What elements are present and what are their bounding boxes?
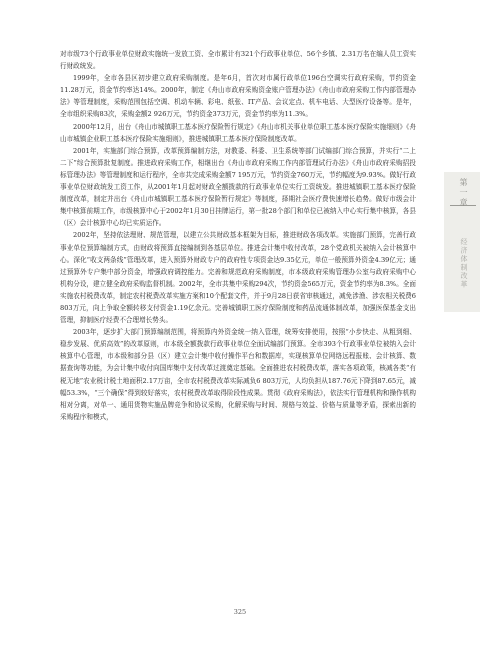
body-text xyxy=(60,48,416,423)
paragraph: 2001年，实施部门综合预算，改革预算编制方法，对教委、科委、卫生系统等部门试编部门综合预算，并实行“二上二下”综合预算批复制度。推进政府采购工作，相继出台《舟山市政府采购工作内部管理试行办法》《舟山市政府采购招投标管理办法》等管理制度和运行程序，全市共完成采购金额7 195万元，节约资金760万元，节约幅度为9.93%。做好行政事业单位财政统发工资工作，从2001年1月起对财政全额拨款的行政事业单位实行工资统发。推进城镇职工基本医疗保险制度改革，制定并出台《舟山市城镇职工基本医疗保险暂行规定》等制度，择期社会医疗费快速增长趋势。做好市级会计集中核算前期工作，市级核算中心于2002年1月30日挂牌运行，第一批28个部门和单位已被纳入中心实行集中核算，各县（区）会计核算中心均已实质运作。 xyxy=(60,146,416,228)
paragraph: 2002年，坚持依法理财、规范管理，以建立公共财政基本框架为目标，推进财政各项改革。实施部门预算，完善行政事业单位预算编制方式，由财政将预算直接编制到各基层单位。推进会计集中收付改革，28个党政机关被纳入会计核算中心。深化“收支两条线”管理改革，进入预算外财政专户的政府性专项资金达9.35亿元，单位一般预算外资金4.39亿元；通过预算外专户集中部分资金，增强政府调控能力。完善和规范政府采购制度，市本级政府采购管理办公室与政府采购中心机构分设，建立健全政府采购监督机制。2002年，全市共集中采购294次，节约资金565万元，资金节约率为8.3%。全面实施农村税费改革，制定农村税费改革实施方案和10个配套文件，并于9月28日获省审核通过，减免涉渔、涉农相关税费6 803万元，向上争取全额转移支付资金1.19亿余元。完善城镇职工医疗保险制度和药品流通体制改革，加强医保基金支出管理，抑制医疗经费不合理增长势头。 xyxy=(60,231,416,325)
section-label: 经济体制改革 xyxy=(460,238,468,289)
paragraph: 1999年，全市各县区初步建立政府采购制度。是年6月，首次对市属行政单位196台空调实行政府采购，节约资金11.28万元，资金节约率达14%。2000年，制定《舟山市政府采购资金账户管理办法》《舟山市政府采购工作内部管理办法》等管理制度，采购范围包括空调、机动车辆、彩电、纸张、IT产品、会议定点、机车电话、大型医疗设备等。是年，全市组织采购83次，采购金额2 926万元，节约资金373万元，资金节约率为11.3%。 xyxy=(60,74,416,119)
page-number: 325 xyxy=(233,608,247,616)
paragraph: 2000年12月，出台《舟山市城镇职工基本医疗保险暂行规定》《舟山市机关事业单位职工基本医疗保险实施细则》《舟山市城镇企业职工基本医疗保险实施细则》，推进城镇职工基本医疗保险制度改革。 xyxy=(60,122,416,143)
chapter-label: 第一章 xyxy=(459,178,468,208)
paragraph: 对市级73个行政事业单位财政实施统一发放工资、全市累计有321个行政事业单位、56个乡镇、2.31万名在编人员工资实行财政统发。 xyxy=(60,50,416,71)
paragraph: 2003年，逐步扩大部门预算编制范围，将预算内外资金统一纳入管理，统筹安排使用，按照“小步快走、从粗到细、稳步发展、优质高效”的改革原则，市本级全额拨款行政事业单位全面试编部门预算。全市393个行政事业单位被纳入会计核算中心管理，市本级和部分县（区）建立会计集中收付操作平台和数据库，实现核算单位网络远程报账、会计核算、数据查询等功能，为会计集中收付向国库集中支付改革过渡奠定基础。全面推进农村税费改革，落实各项政策，核减各类“有税无地”农业税计税土地面积2.17万亩，全市农村税费改革实际减负6 803万元，人均负担从187.76元下降到87.65元，减幅53.3%，“三个确保”得到较好落实，农村税费改革取得阶段性成果。贯彻《政府采购法》，依法实行管理机构和操作机构相对分离，对单一、通用货物实施品牌竞争和协议采购，化解采购与时间、规格与效益、价格与质量等矛盾，探索出新的采购程序和模式， xyxy=(60,328,416,421)
